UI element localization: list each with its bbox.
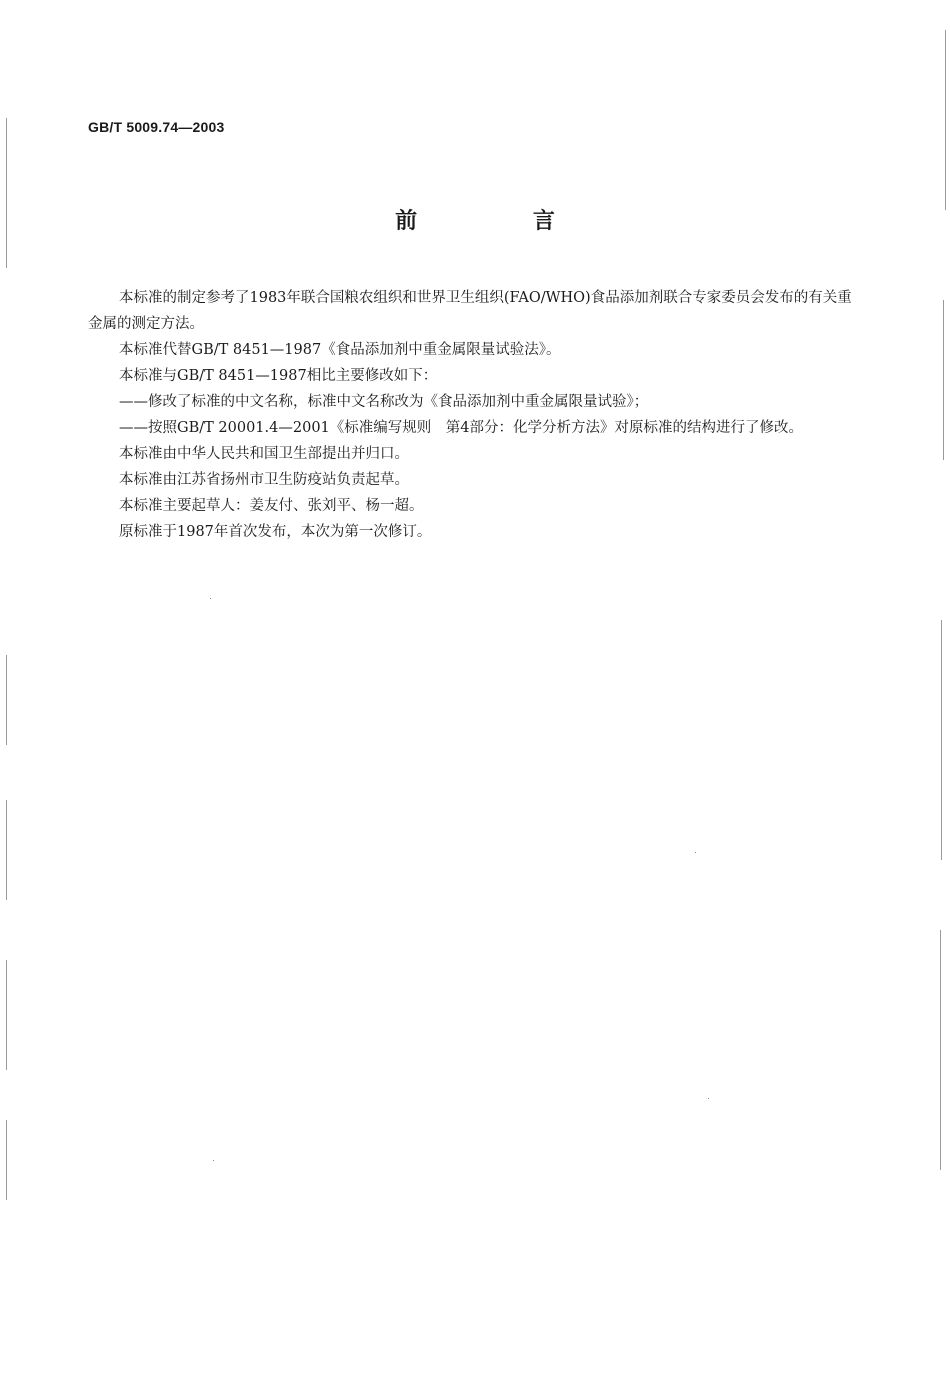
change-item-name: ——修改了标准的中文名称，标准中文名称改为《食品添加剂中重金属限量试验》； xyxy=(119,394,649,410)
standard-number: GB/T 5009.74—2003 xyxy=(88,119,225,135)
paragraph-drafters: 本标准主要起草人：姜友付、张刘平、杨一超。 xyxy=(119,498,424,514)
paragraph-history: 原标准于1987年首次发布，本次为第一次修订。 xyxy=(119,524,432,540)
scan-dust xyxy=(708,1098,709,1099)
scan-edge-line xyxy=(6,960,7,1070)
scan-edge-line xyxy=(945,30,946,210)
paragraph-changes-intro: 本标准与GB/T 8451—1987相比主要修改如下： xyxy=(119,368,438,384)
scan-edge-line xyxy=(6,655,7,745)
page-title: 前 言 xyxy=(395,209,609,234)
scan-dust xyxy=(210,598,211,599)
foreword-body xyxy=(88,285,858,545)
paragraph-reference: 本标准的制定参考了1983年联合国粮农组织和世界卫生组织(FAO/WHO)食品添加剂联合专家委员会发布的有关重金属的测定方法。 xyxy=(88,290,852,332)
scan-edge-line xyxy=(6,800,7,900)
paragraph-drafting-unit: 本标准由江苏省扬州市卫生防疫站负责起草。 xyxy=(119,472,409,488)
change-item-structure: ——按照GB/T 20001.4—2001《标准编写规则 第4部分：化学分析方法》对原标准的结构进行了修改。 xyxy=(119,420,803,436)
scan-dust xyxy=(695,852,696,853)
scan-edge-line xyxy=(943,300,944,460)
scan-edge-line xyxy=(941,620,942,860)
paragraph-proposer: 本标准由中华人民共和国卫生部提出并归口。 xyxy=(119,446,409,462)
scan-dust xyxy=(213,1160,214,1161)
paragraph-replaces: 本标准代替GB/T 8451—1987《食品添加剂中重金属限量试验法》。 xyxy=(119,342,561,358)
scan-edge-line xyxy=(6,1120,7,1200)
scan-edge-line xyxy=(6,118,7,268)
scan-edge-line xyxy=(940,930,941,1170)
